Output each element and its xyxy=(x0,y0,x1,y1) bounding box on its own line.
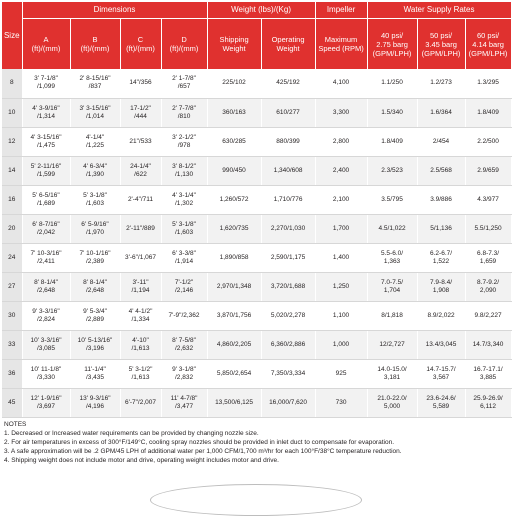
table-cell: 9' 3-3/16" /2,824 xyxy=(22,301,70,330)
header-col-b: B (ft)/(mm) xyxy=(70,19,120,70)
table-cell: 14.7-15.7/ 3,567 xyxy=(417,359,465,388)
header-dimensions: Dimensions xyxy=(22,2,207,19)
table-cell: 2'-11"/889 xyxy=(120,214,161,243)
table-cell: 6.2-6.7/ 1,522 xyxy=(417,243,465,272)
size-cell: 36 xyxy=(2,359,22,388)
note-3: 3. A safe approximation will be .2 GPM/45 LPH of additional water per 1,000 CFM/1,700 m³/hr for each 100°F/38°C temperature reduction. xyxy=(4,448,402,455)
note-2: 2. For air temperatures in excess of 300°F/149°C, cooling spray nozzles should be provided in inlet duct to compensate for evaporation. xyxy=(4,439,394,446)
table-cell: 2'-4"/711 xyxy=(120,185,161,214)
table-cell: 1.8/409 xyxy=(465,98,511,127)
table-cell: 4.3/977 xyxy=(465,185,511,214)
table-cell: 425/192 xyxy=(261,69,315,98)
table-cell: 3.5/795 xyxy=(367,185,417,214)
header-40psi: 40 psi/ 2.75 barg (GPM/LPH) xyxy=(367,19,417,70)
table-cell: 1,700 xyxy=(315,214,367,243)
header-operating-weight: Operating Weight xyxy=(261,19,315,70)
table-cell: 2' 1-7/8" /657 xyxy=(161,69,207,98)
table-cell: 4' 3-9/16" /1,314 xyxy=(22,98,70,127)
header-impeller: Impeller xyxy=(315,2,367,19)
table-cell: 3.9/886 xyxy=(417,185,465,214)
table-cell: 5,020/2,278 xyxy=(261,301,315,330)
notes xyxy=(4,420,509,465)
table-cell: 11' 4-7/8" /3,477 xyxy=(161,388,207,417)
table-cell: 5,850/2,654 xyxy=(207,359,261,388)
table-row xyxy=(2,214,511,243)
table-cell: 5' 2-11/16" /1,599 xyxy=(22,156,70,185)
table-cell: 5' 3-1/8" /1,603 xyxy=(70,185,120,214)
table-cell: 4,860/2,205 xyxy=(207,330,261,359)
table-cell: 6.8-7.3/ 1,659 xyxy=(465,243,511,272)
table-cell: 12' 1-9/16" /3,697 xyxy=(22,388,70,417)
table-cell: 2,400 xyxy=(315,156,367,185)
header-weight: Weight (lbs)/(Kg) xyxy=(207,2,315,19)
table-cell: 1,260/572 xyxy=(207,185,261,214)
table-cell: 610/277 xyxy=(261,98,315,127)
notes-title: NOTES xyxy=(4,421,27,428)
table-cell: 925 xyxy=(315,359,367,388)
table-cell: 7' 10-3/16" /2,411 xyxy=(22,243,70,272)
table-cell: 8' 8-1/4" /2,648 xyxy=(70,272,120,301)
header-col-a: A (ft)/(mm) xyxy=(22,19,70,70)
table-cell: 8/1,818 xyxy=(367,301,417,330)
table-cell: 6' 5-9/16" /1,970 xyxy=(70,214,120,243)
table-cell: 2' 7-7/8" /810 xyxy=(161,98,207,127)
size-cell: 16 xyxy=(2,185,22,214)
table-cell: 1.5/340 xyxy=(367,98,417,127)
header-max-speed: Maximum Speed (RPM) xyxy=(315,19,367,70)
table-cell: 25.9-26.9/ 6,112 xyxy=(465,388,511,417)
size-cell: 12 xyxy=(2,127,22,156)
table-cell: 10' 3-3/16" /3,085 xyxy=(22,330,70,359)
table-cell: 9' 3-1/8" /2,832 xyxy=(161,359,207,388)
table-cell: 7,350/3,334 xyxy=(261,359,315,388)
table-cell: 6' 3-3/8" /1,914 xyxy=(161,243,207,272)
table-cell: 5' 6-5/16" /1,689 xyxy=(22,185,70,214)
table-cell: 16.7-17.1/ 3,885 xyxy=(465,359,511,388)
table-cell: 21.0-22.0/ 5,000 xyxy=(367,388,417,417)
table-cell: 1,400 xyxy=(315,243,367,272)
header-water-supply: Water Supply Rates xyxy=(367,2,511,19)
table-cell: 4,100 xyxy=(315,69,367,98)
table-cell: 2.5/568 xyxy=(417,156,465,185)
table-row xyxy=(2,330,511,359)
table-cell: 8.7-9.2/ 2,090 xyxy=(465,272,511,301)
table-cell: 2.9/659 xyxy=(465,156,511,185)
table-cell: 630/285 xyxy=(207,127,261,156)
note-1: 1. Decreased or Increased water requirements can be provided by changing nozzle size. xyxy=(4,430,259,437)
table-cell: 10' 11-1/8" /3,330 xyxy=(22,359,70,388)
table-cell: 3'-6"/1,067 xyxy=(120,243,161,272)
table-cell: 5/1,136 xyxy=(417,214,465,243)
table-cell: 4' 4-1/2" /1,334 xyxy=(120,301,161,330)
table-cell: 1.6/364 xyxy=(417,98,465,127)
table-cell: 4' 6-3/4" /1,390 xyxy=(70,156,120,185)
size-cell: 14 xyxy=(2,156,22,185)
table-cell: 11'-1/4" /3,435 xyxy=(70,359,120,388)
table-cell: 990/450 xyxy=(207,156,261,185)
size-cell: 24 xyxy=(2,243,22,272)
table-cell: 7'-1/2" /2,146 xyxy=(161,272,207,301)
table-cell: 2' 8-15/16" /837 xyxy=(70,69,120,98)
table-row xyxy=(2,127,511,156)
header-size: Size xyxy=(2,2,22,69)
decorative-arc xyxy=(150,484,362,516)
table-row xyxy=(2,301,511,330)
table-cell: 1,710/776 xyxy=(261,185,315,214)
table-cell: 5' 3-1/8" /1,603 xyxy=(161,214,207,243)
table-cell: 880/399 xyxy=(261,127,315,156)
table-cell: 4' 3-1/4" /1,302 xyxy=(161,185,207,214)
table-cell: 8.9/2,022 xyxy=(417,301,465,330)
table-cell: 8' 8-1/4" /2,648 xyxy=(22,272,70,301)
table-cell: 1.2/273 xyxy=(417,69,465,98)
header-50psi: 50 psi/ 3.45 barg (GPM/LPH) xyxy=(417,19,465,70)
size-cell: 20 xyxy=(2,214,22,243)
size-cell: 8 xyxy=(2,69,22,98)
table-cell: 13,500/6,125 xyxy=(207,388,261,417)
table-cell: 2,800 xyxy=(315,127,367,156)
table-cell: 3' 3-15/16" /1,014 xyxy=(70,98,120,127)
table-cell: 7' 10-1/16" /2,389 xyxy=(70,243,120,272)
table-row xyxy=(2,156,511,185)
table-cell: 5.5/1,250 xyxy=(465,214,511,243)
table-row xyxy=(2,359,511,388)
header-60psi: 60 psi/ 4.14 barg (GPM/LPH) xyxy=(465,19,511,70)
table-cell: 225/102 xyxy=(207,69,261,98)
table-cell: 3,720/1,688 xyxy=(261,272,315,301)
table-cell: 1.1/250 xyxy=(367,69,417,98)
table-cell: 14.7/3,340 xyxy=(465,330,511,359)
table-cell: 1,250 xyxy=(315,272,367,301)
table-cell: 4'-1/4" /1,225 xyxy=(70,127,120,156)
table-cell: 17-1/2" /444 xyxy=(120,98,161,127)
table-cell: 360/163 xyxy=(207,98,261,127)
table-cell: 1,620/735 xyxy=(207,214,261,243)
table-cell: 3' 2-1/2" /978 xyxy=(161,127,207,156)
header-shipping-weight: Shipping Weight xyxy=(207,19,261,70)
table-cell: 13' 9-3/16" /4,196 xyxy=(70,388,120,417)
table-row xyxy=(2,69,511,98)
table-cell: 6'-7"/2,007 xyxy=(120,388,161,417)
table-cell: 9.8/2,227 xyxy=(465,301,511,330)
table-cell: 6,360/2,886 xyxy=(261,330,315,359)
table-cell: 7.9-8.4/ 1,908 xyxy=(417,272,465,301)
spec-table xyxy=(2,2,512,418)
header-col-d: D (ft)/(mm) xyxy=(161,19,207,70)
table-cell: 4' 3-15/16" /1,475 xyxy=(22,127,70,156)
table-cell: 7.0-7.5/ 1,704 xyxy=(367,272,417,301)
table-cell: 2.2/500 xyxy=(465,127,511,156)
table-cell: 6' 8-7/16" /2,042 xyxy=(22,214,70,243)
table-cell: 21"/533 xyxy=(120,127,161,156)
table-cell: 10' 5-13/16" /3,196 xyxy=(70,330,120,359)
table-row xyxy=(2,272,511,301)
table-cell: 1,100 xyxy=(315,301,367,330)
table-cell: 1.8/409 xyxy=(367,127,417,156)
table-cell: 14.0-15.0/ 3,181 xyxy=(367,359,417,388)
table-cell: 3,870/1,756 xyxy=(207,301,261,330)
table-cell: 2.3/523 xyxy=(367,156,417,185)
table-cell: 3' 7-1/8" /1,099 xyxy=(22,69,70,98)
size-cell: 27 xyxy=(2,272,22,301)
size-cell: 10 xyxy=(2,98,22,127)
table-cell: 1.3/295 xyxy=(465,69,511,98)
table-cell: 9' 5-3/4" /2,889 xyxy=(70,301,120,330)
table-row xyxy=(2,243,511,272)
table-cell: 1,890/858 xyxy=(207,243,261,272)
table-cell: 2,970/1,348 xyxy=(207,272,261,301)
table-cell: 2/454 xyxy=(417,127,465,156)
table-cell: 5.5-6.0/ 1,363 xyxy=(367,243,417,272)
size-cell: 45 xyxy=(2,388,22,417)
table-cell: 3' 8-1/2" /1,130 xyxy=(161,156,207,185)
table-cell: 5' 3-1/2" /1,613 xyxy=(120,359,161,388)
table-cell: 7'-9"/2,362 xyxy=(161,301,207,330)
table-cell: 16,000/7,620 xyxy=(261,388,315,417)
table-cell: 730 xyxy=(315,388,367,417)
table-cell: 14"/356 xyxy=(120,69,161,98)
table-cell: 8' 7-5/8" /2,632 xyxy=(161,330,207,359)
size-cell: 30 xyxy=(2,301,22,330)
table-cell: 13.4/3,045 xyxy=(417,330,465,359)
table-cell: 2,590/1,175 xyxy=(261,243,315,272)
table-row xyxy=(2,388,511,417)
table-cell: 1,340/608 xyxy=(261,156,315,185)
table-cell: 4'-10" /1,613 xyxy=(120,330,161,359)
table-cell: 23.6-24.6/ 5,589 xyxy=(417,388,465,417)
table-cell: 4.5/1,022 xyxy=(367,214,417,243)
table-cell: 1,000 xyxy=(315,330,367,359)
header-col-c: C (ft)/(mm) xyxy=(120,19,161,70)
table-cell: 3,300 xyxy=(315,98,367,127)
size-cell: 33 xyxy=(2,330,22,359)
table-cell: 24-1/4" /622 xyxy=(120,156,161,185)
table-cell: 3'-11" /1,194 xyxy=(120,272,161,301)
table-row xyxy=(2,98,511,127)
table-cell: 2,270/1,030 xyxy=(261,214,315,243)
table-row xyxy=(2,185,511,214)
table-cell: 12/2,727 xyxy=(367,330,417,359)
table-cell: 2,100 xyxy=(315,185,367,214)
note-4: 4. Shipping weight does not include motor and drive, operating weight includes motor and drive. xyxy=(4,457,279,464)
